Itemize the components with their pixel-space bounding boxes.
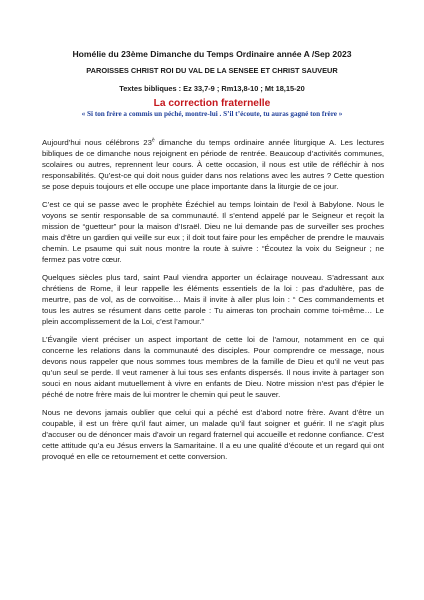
paragraph-4: L’Évangile vient préciser un aspect important de cette loi de l’amour, notamment en ce qui concerne les relations dans la communauté des disciples. Pour comprendre ce message, nous devons nous rappeler que nous sommes tous membres de la famille de Dieu et qu’il ne veut pas qu’un seul se perde. Il veut ramener à lui tous ses enfants dispersés. Il nous invite à partager son souci en nous aidant mutuellement à vivre en enfants de Dieu. Notre mission n’est pas d’épier le péché de notre frère mais de lui montrer le chemin qui peut le sauver.: [42, 334, 384, 400]
ordinal-superscript: è: [151, 137, 155, 144]
topic-heading: La correction fraternelle: [153, 98, 271, 109]
gospel-quote: « Si ton frère a commis un péché, montre-lui . S’il t’écoute, tu auras gagné ton frère »: [81, 110, 343, 118]
paragraph-3: Quelques siècles plus tard, saint Paul viendra apporter un éclairage nouveau. S’adressant aux chrétiens de Rome, il leur rappelle les éléments essentiels de la loi : pas d’adultère, pas de meurtre, pas de vol, as de convoitise… Mais il invite à aller plus loin : “ Ces commandements et tous les autres se résument dans cette parole : Tu aimeras ton prochain comme toi-même… Le plein accomplissement de la Loi, c’est l’amour.”: [42, 272, 384, 327]
parishes-line: PAROISSES CHRIST ROI DU VAL DE LA SENSEE ET CHRIST SAUVEUR: [86, 66, 338, 75]
homily-body: [42, 137, 384, 468]
bible-texts-line: Textes bibliques : Ez 33,7-9 ; Rm13,8-10 ; Mt 18,15-20: [119, 84, 305, 93]
paragraph-2: C’est ce qui se passe avec le prophète Ézéchiel au temps lointain de l’exil à Babylone. Nous le voyons se sentir responsable de sa communauté. Il s’entend appelé par le Seigneur et reçoit la mission de “guetteur” pour la maison d’Israël. Dieu ne lui demande pas de surveiller ses proches mais d’être un gardien qui veille sur eux ; il doit tout faire pour les empêcher de prendre le mauvais chemin. Le psaume qui suit nous montre la route à suivre : “Écoutez la voix du Seigneur ; ne fermez pas votre cœur.: [42, 199, 384, 265]
paragraph-1-start: Aujourd’hui nous célébrons 23: [42, 138, 152, 147]
homily-title: Homélie du 23ème Dimanche du Temps Ordinaire année A /Sep 2023: [72, 49, 352, 59]
paragraph-5: Nous ne devons jamais oublier que celui qui a péché est d’abord notre frère. Avant d’être un coupable, il est un frère qu’il faut aimer, un malade qu’il faut soigner et guérir. Il ne s’agit plus d’accuser ou de dénoncer mais d’avoir un regard fraternel qui accueille et redonne confiance. C’est cette attitude qu’a eu Jésus envers la Samaritaine. Il a eu une qualité d’écoute et un regard qui ont provoqué en elle ce retournement et cette conversion.: [42, 407, 384, 461]
paragraph-1: [42, 137, 384, 192]
paragraph-1-rest: dimanche du temps ordinaire année liturgique A. Les lectures bibliques de ce dimanche nous rejoignent en période de rentrée. Beaucoup d’activités communes, scolaires ou autres, reprennent leur cours. À cette occasion, il nous est utile de réfléchir à nos responsabilités. Qu’est-ce qui doit nous guider dans nos relations avec les autres ? Cette question se pose depuis toujours et elle occupe une place importante dans la liturgie de ce jour.: [42, 138, 384, 192]
